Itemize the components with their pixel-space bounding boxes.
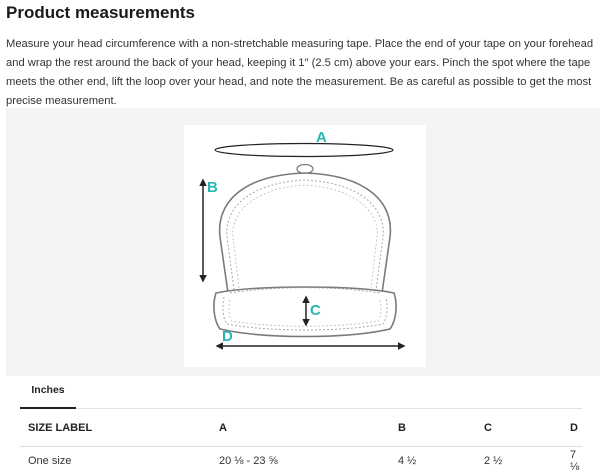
- label-d: D: [222, 328, 233, 345]
- cap-crown: [220, 173, 391, 293]
- header-a: A: [211, 410, 390, 447]
- cap-diagram: [184, 125, 426, 367]
- label-b: B: [207, 179, 218, 196]
- size-table: [20, 410, 582, 475]
- label-a: A: [316, 129, 327, 146]
- header-b: B: [390, 410, 476, 447]
- header-size-label: SIZE LABEL: [20, 410, 211, 447]
- cell-a: 20 ⅛ - 23 ⅝: [211, 447, 390, 475]
- label-c: C: [310, 302, 321, 319]
- cap-button: [297, 165, 313, 174]
- unit-tabs: [20, 378, 582, 409]
- page-title: Product measurements: [6, 3, 195, 23]
- measurement-instructions: Measure your head circumference with a non-stretchable measuring tape. Place the end of your tape on your forehead and wrap the rest around the back of your head, keeping it 1″ (2.5 cm) above your ears. Pinch the spot where the tape meets the other end, lift the loop over your head, and note the measurement. Be as careful as possible to get the most precise measurement.: [6, 35, 594, 111]
- header-c: C: [476, 410, 562, 447]
- tab-inches[interactable]: Inches: [20, 378, 76, 409]
- table-header-row: [20, 410, 582, 447]
- cell-c: 2 ½: [476, 447, 562, 475]
- cell-d: 7 ⅛: [562, 447, 582, 475]
- header-d: D: [562, 410, 582, 447]
- cell-b: 4 ½: [390, 447, 476, 475]
- cell-size-label: One size: [20, 447, 211, 475]
- cap-brim: [214, 287, 396, 337]
- circumference-ellipse: [215, 144, 393, 157]
